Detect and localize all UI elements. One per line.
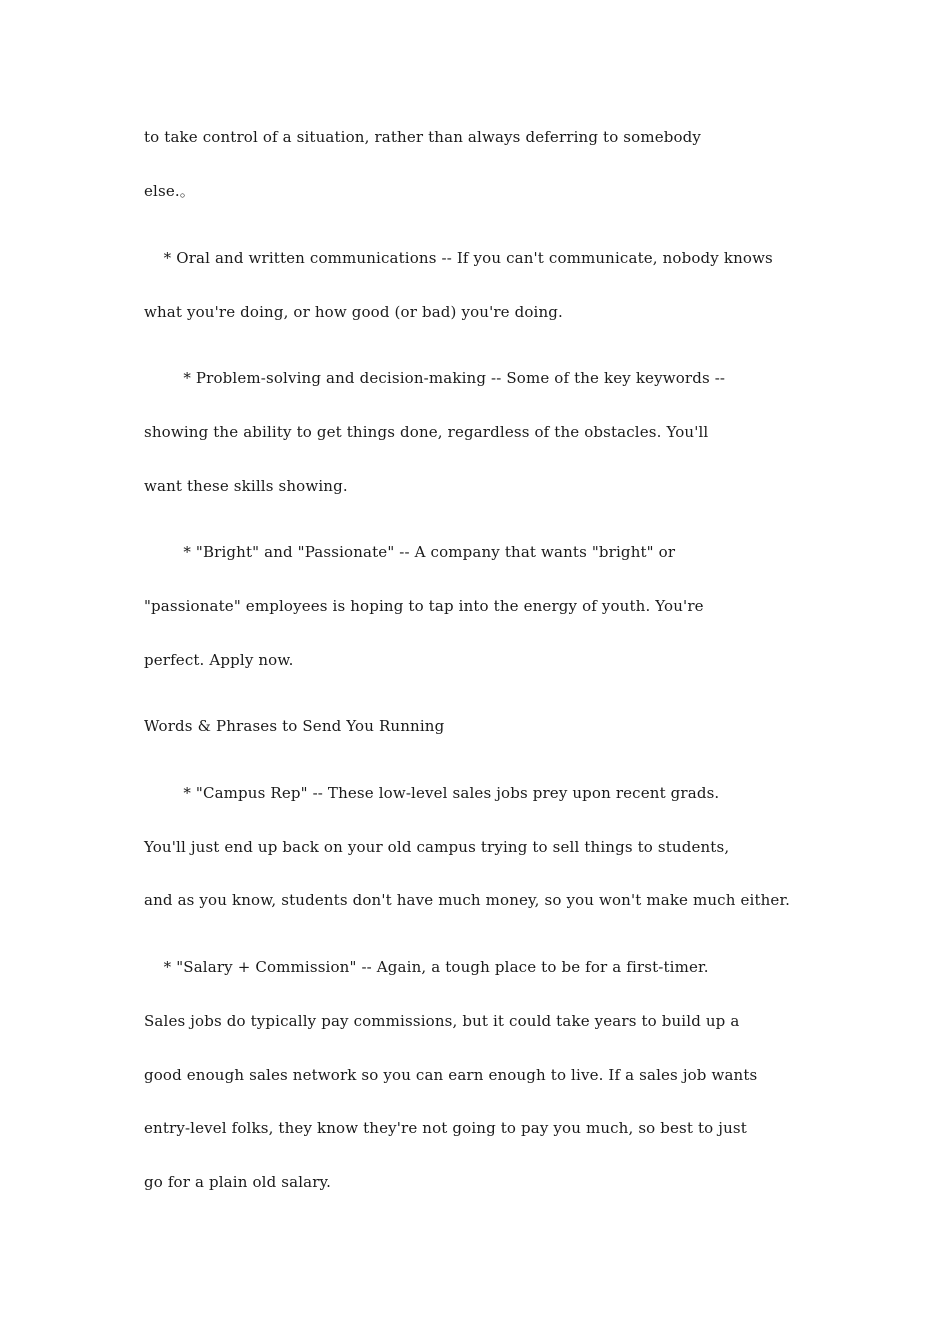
bullet-problem-solving: * Problem-solving and decision-making -- Some of the key keywords -- <box>144 369 726 387</box>
text-line: perfect. Apply now. <box>144 651 294 669</box>
text-line: want these skills showing. <box>144 477 348 495</box>
text-line: what you're doing, or how good (or bad) you're doing. <box>144 303 563 321</box>
text-line: to take control of a situation, rather than always deferring to somebody <box>144 128 702 146</box>
bullet-salary-commission: * "Salary + Commission" -- Again, a tough place to be for a first-timer. <box>144 958 709 976</box>
text-line: go for a plain old salary. <box>144 1173 332 1191</box>
section-heading: Words & Phrases to Send You Running <box>144 717 445 735</box>
bullet-oral-communications: * Oral and written communications -- If you can't communicate, nobody knows <box>144 249 773 267</box>
bullet-campus-rep: * "Campus Rep" -- These low-level sales jobs prey upon recent grads. <box>144 784 720 802</box>
bullet-bright-passionate: * "Bright" and "Passionate" -- A company that wants "bright" or <box>144 543 676 561</box>
text-line: good enough sales network so you can earn enough to live. If a sales job wants <box>144 1066 758 1084</box>
text-line: and as you know, students don't have much money, so you won't make much either. <box>144 891 791 909</box>
text-line: showing the ability to get things done, regardless of the obstacles. You'll <box>144 423 709 441</box>
text-line: else.。 <box>144 182 195 200</box>
text-line: entry-level folks, they know they're not going to pay you much, so best to just <box>144 1119 747 1137</box>
text-line: You'll just end up back on your old campus trying to sell things to students, <box>144 838 730 856</box>
text-line: "passionate" employees is hoping to tap into the energy of youth. You're <box>144 597 704 615</box>
text-line: Sales jobs do typically pay commissions, but it could take years to build up a <box>144 1012 740 1030</box>
